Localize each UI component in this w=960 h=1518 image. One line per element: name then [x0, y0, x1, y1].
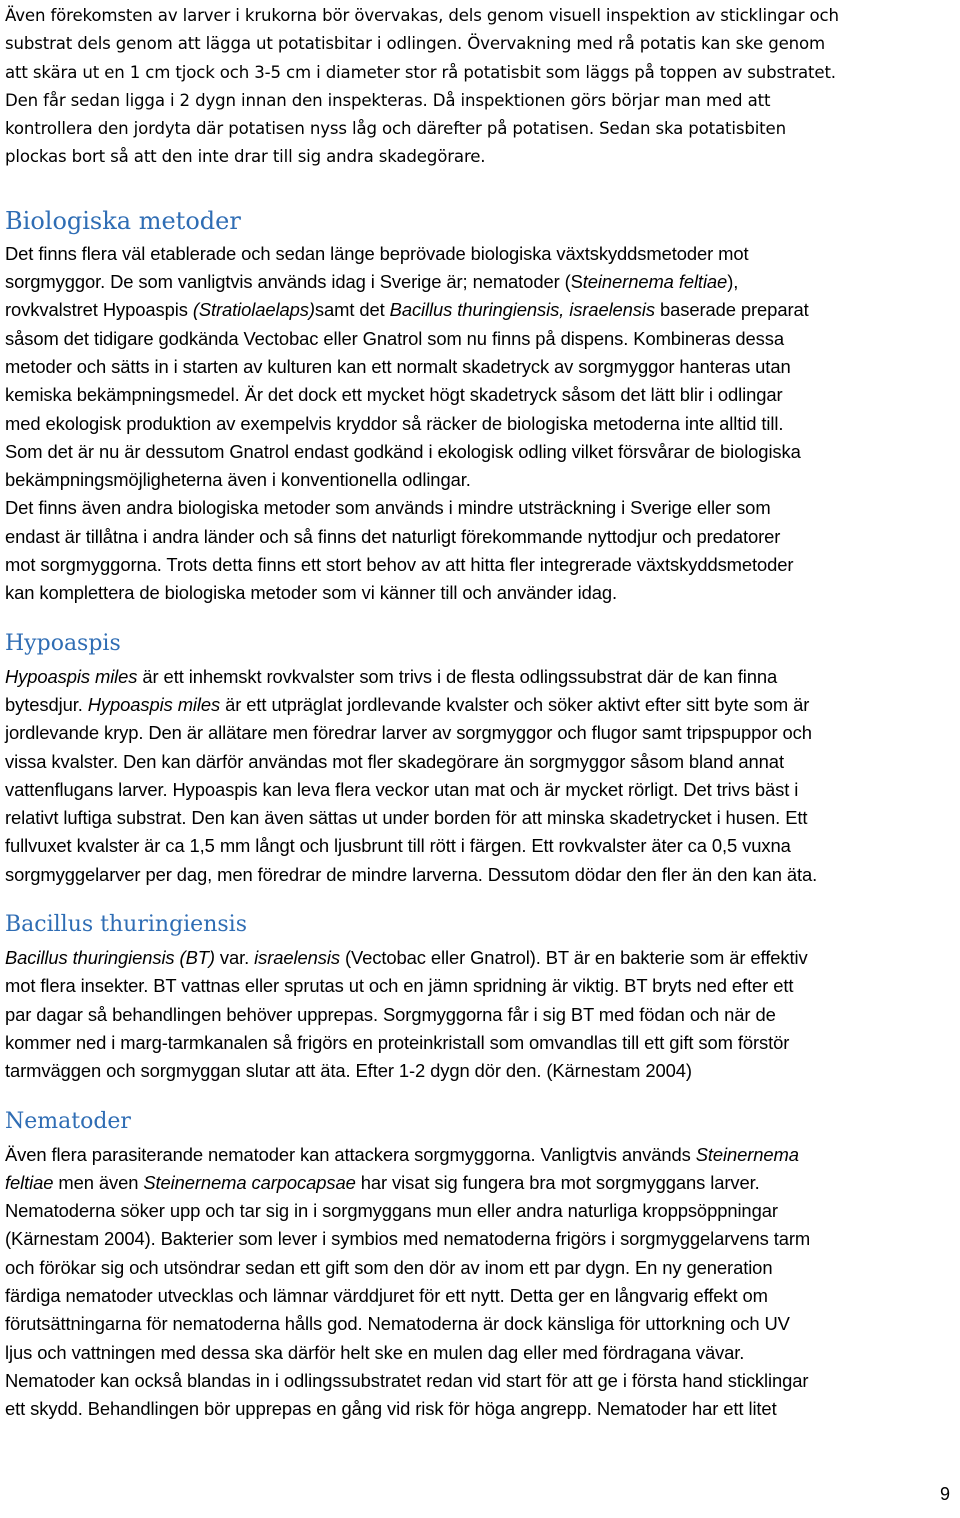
text-line: såsom det tidigare godkända Vectobac eller Gnatrol som nu finns på dispens. Kombineras dessa [5, 327, 784, 349]
text-line: (Kärnestam 2004). Bakterier som lever i symbios med nematoderna frigörs i sorgmyggelarvens tarm [5, 1228, 811, 1250]
text-run: bytesdjur. [5, 693, 88, 715]
text-line: sorgmyggelarver per dag, men föredrar de mindre larverna. Dessutom dödar den fler än den kan äta. [5, 863, 818, 885]
text-line [5, 663, 957, 691]
text-line: Även förekomsten av larver i krukorna bör övervakas, dels genom visuell inspektion av sticklingar och [5, 6, 839, 25]
text-line: kontrollera den jordyta där potatisen nyss låg och därefter på potatisen. Sedan ska potatisbiten [5, 119, 786, 139]
text-line: kemiska bekämpningsmedel. Är det dock ett mycket högt skadetryck såsom det lätt blir i odlingar [5, 384, 783, 406]
text-line: vissa kvalster. Den kan därför användas mot fler skadegörare än sorgmyggor såsom bland annat [5, 750, 784, 772]
biologiska-metoder-paragraph [5, 240, 957, 608]
text-line: vattenflugans larver. Hypoaspis kan leva flera veckor utan mat och är mycket rörligt. Det trivs bäst i [5, 778, 799, 800]
text-line: och förökar sig och utsöndrar sedan ett gift som den dör av inom ett par dygn. En ny generation [5, 1256, 773, 1278]
text-line: färdiga nematoder utvecklas och lämnar värddjuret för ett nytt. Detta ger en långvarig effekt om [5, 1284, 768, 1306]
heading-bacillus-thuringiensis: Bacillus thuringiensis [5, 912, 247, 938]
italic-run: Steinernema [695, 1143, 799, 1165]
text-run: är ett inhemskt rovkvalster som trivs i de flesta odlingssubstrat där de kan finna [137, 665, 778, 687]
text-line: ljus och vattningen med dessa ska därför helt ske en mulen dag eller med fördragana vävar. [5, 1341, 745, 1363]
text-line: kan komplettera de biologiska metoder som vi känner till och använder idag. [5, 582, 617, 604]
text-line: fullvuxet kvalster är ca 1,5 mm långt och ljusbrunt till rött i färgen. Ett rovkvalster äter ca 0,5 vuxna [5, 835, 791, 857]
text-line [5, 296, 957, 324]
text-line: jordlevande kryp. Den är allätare men föredrar larver av sorgmyggor och flugor samt tripspuppor och [5, 722, 812, 744]
italic-run: Hypoaspis miles [5, 665, 138, 687]
text-line: plockas bort så att den inte drar till sig andra skadegörare. [5, 147, 486, 167]
page-number: 9 [939, 1484, 950, 1504]
text-line: substrat dels genom att lägga ut potatisbitar i odlingen. Övervakning med rå potatis kan ske genom [5, 34, 826, 54]
heading-nematoder: Nematoder [5, 1108, 131, 1134]
italic-run: Hypoaspis miles [87, 693, 221, 715]
text-line: mot sorgmyggorna. Trots detta finns ett stort behov av att hitta fler integrerade växtskyddsmetoder [5, 554, 794, 576]
text-run: ), [727, 271, 739, 293]
text-line: ett skydd. Behandlingen bör upprepas en gång vid risk för höga angrepp. Nematoder har ett litet [5, 1398, 777, 1420]
text-line: tarmväggen och sorgmyggan slutar att äta. Efter 1-2 dygn dör den. (Kärnestam 2004) [5, 1060, 692, 1082]
text-line: förutsättningarna för nematoderna hålls god. Nematoderna är dock känsliga för uttorkning och UV [5, 1313, 790, 1335]
text-line: Nematoderna söker upp och tar sig in i sorgmyggans mun eller andra naturliga kroppsöppningar [5, 1200, 778, 1222]
text-line: Som det är nu är dessutom Gnatrol endast godkänd i ekologisk odling vilket försvårar de biologiska [5, 440, 801, 462]
text-line: par dagar så behandlingen behöver upprepas. Sorgmyggorna får i sig BT med födan och när de [5, 1003, 776, 1025]
text-run: men även [53, 1171, 144, 1193]
text-line [5, 1169, 957, 1197]
italic-run: Bacillus thuringiensis, israelensis [389, 299, 655, 321]
text-line [5, 691, 957, 719]
text-run: är ett utpräglat jordlevande kvalster och söker aktivt efter sitt byte som är [220, 693, 810, 715]
text-line: med ekologisk produktion av exempelvis kryddor så räcker de biologiska metoderna inte alltid till. [5, 412, 784, 434]
hypoaspis-paragraph [5, 663, 957, 889]
italic-run: (Stratiolaelaps) [192, 299, 315, 321]
text-line: kommer ned i marg-tarmkanalen så frigörs en proteinkristall som omvandlas till ett gift som förstör [5, 1031, 790, 1053]
text-run: Även flera parasiterande nematoder kan attackera sorgmyggorna. Vanligtvis används [5, 1143, 696, 1165]
heading-biologiska-metoder: Biologiska metoder [5, 206, 241, 235]
bacillus-paragraph [5, 944, 957, 1085]
nematoder-paragraph [5, 1141, 957, 1424]
italic-run: Steinernema carpocapsae [143, 1171, 356, 1193]
text-line [5, 944, 957, 972]
text-line: mot flera insekter. BT vattnas eller sprutas ut och en jämn spridning är viktig. BT bryts ned efter ett [5, 975, 794, 997]
italic-run: Bacillus thuringiensis (BT) [5, 947, 215, 969]
text-run: (Vectobac eller Gnatrol). BT är en bakterie som är effektiv [339, 947, 808, 969]
italic-run: teinernema feltiae [582, 271, 728, 293]
text-line: relativt luftiga substrat. Den kan även sättas ut under borden för att minska skadetrycket i husen. Ett [5, 807, 808, 829]
text-line: Det finns flera väl etablerade och sedan länge beprövade biologiska växtskyddsmetoder mot [5, 242, 749, 264]
heading-hypoaspis: Hypoaspis [5, 630, 121, 656]
text-run: har visat sig fungera bra mot sorgmyggans larver. [355, 1171, 760, 1193]
italic-run: feltiae [5, 1171, 54, 1193]
text-run: samt det [314, 299, 390, 321]
text-line: bekämpningsmöjligheterna även i konventionella odlingar. [5, 469, 471, 491]
text-line: Den får sedan ligga i 2 dygn innan den inspekteras. Då inspektionen görs börjar man med att [5, 90, 771, 110]
text-run: var. [214, 947, 255, 969]
italic-run: israelensis [254, 947, 340, 969]
text-line: metoder och sätts in i starten av kulturen kan ett normalt skadetryck av sorgmyggor hanteras utan [5, 355, 791, 377]
text-line [5, 268, 957, 296]
text-line: Det finns även andra biologiska metoder som används i mindre utsträckning i Sverige eller som [5, 497, 771, 519]
intro-paragraph [5, 0, 957, 172]
text-line [5, 1141, 957, 1169]
text-run: sorgmyggor. De som vanligtvis används idag i Sverige är; nematoder (S [5, 271, 583, 293]
text-run: rovkvalstret Hypoaspis [5, 299, 193, 321]
text-line: Nematoder kan också blandas in i odlingssubstratet redan vid start för att ge i första hand sticklingar [5, 1369, 809, 1391]
text-line: endast är tillåtna i andra länder och så finns det naturligt förekommande nyttodjur och predatorer [5, 525, 781, 547]
text-line: att skära ut en 1 cm tjock och 3-5 cm i diameter stor rå potatisbit som läggs på toppen av substratet. [5, 62, 836, 82]
text-run: baserade preparat [655, 299, 809, 321]
